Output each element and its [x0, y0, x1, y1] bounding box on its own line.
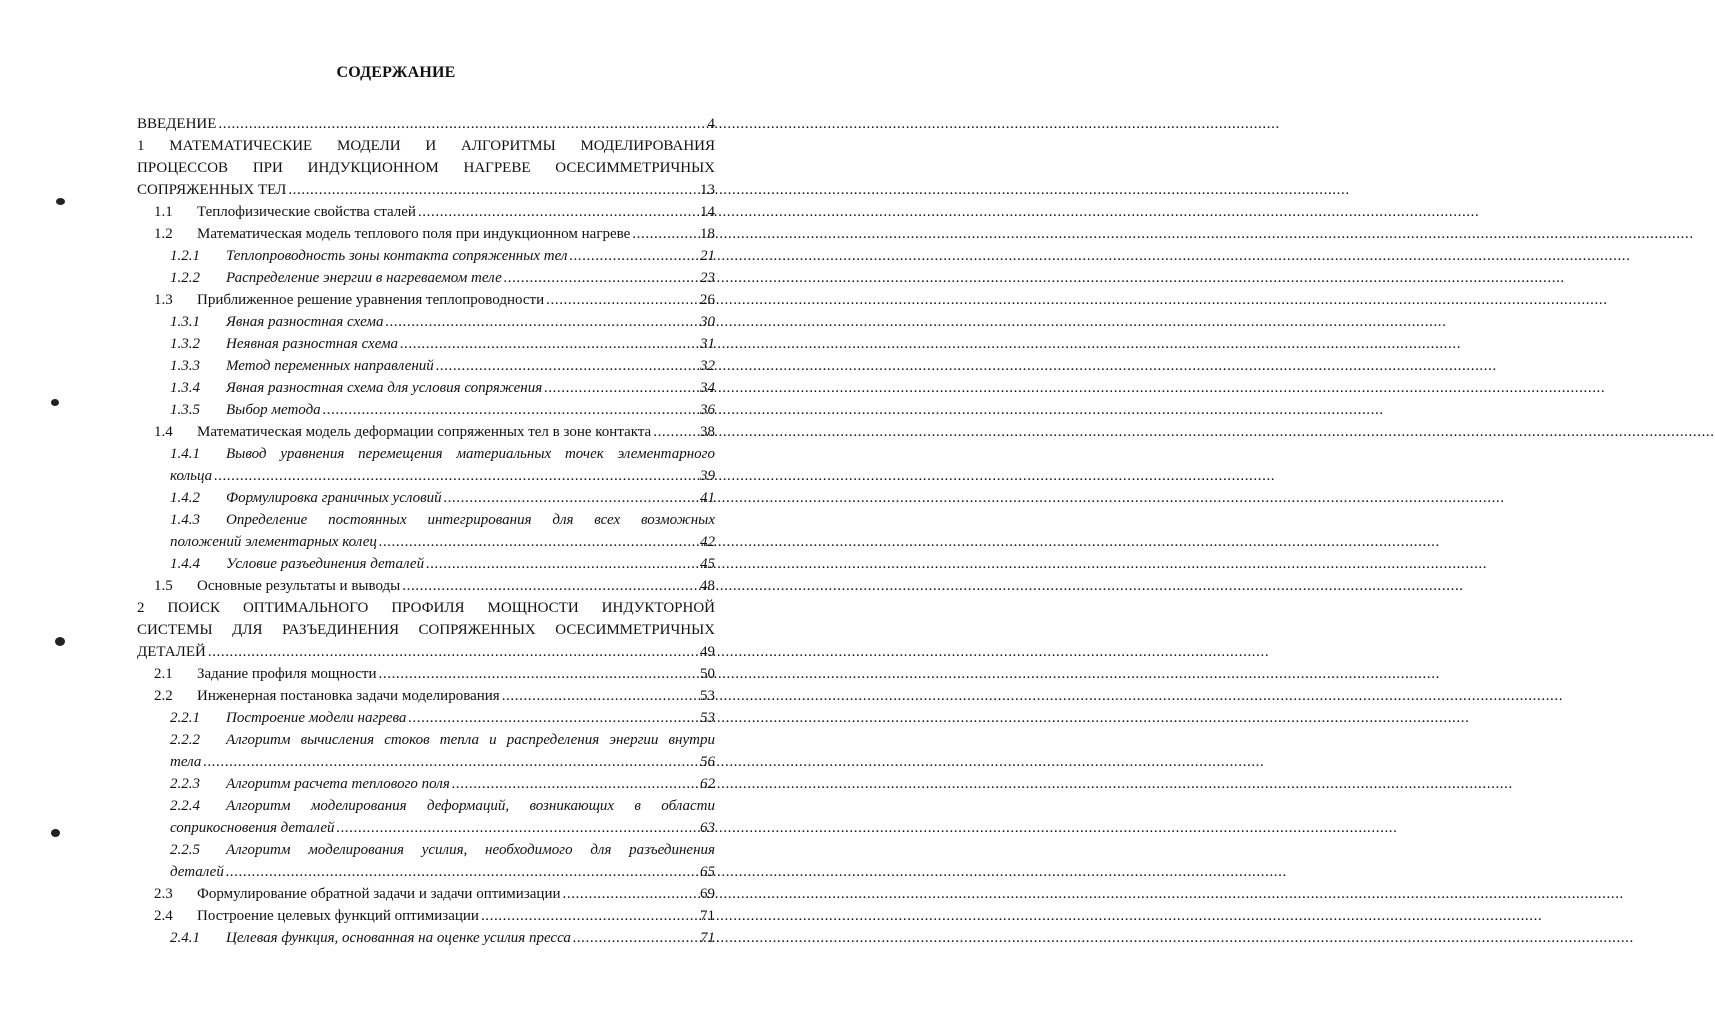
- toc-leader-dots: [444, 487, 698, 509]
- toc-leader-dots: [226, 861, 698, 883]
- toc-page-number: 36: [700, 402, 715, 418]
- toc-entry-text: Математическая модель деформации сопряженных тел в зоне контакта: [197, 424, 652, 440]
- toc-page-number: 56: [700, 754, 715, 770]
- toc-section-number: 2.2.2: [170, 732, 200, 748]
- toc-entry-2-2-4-line-1[interactable]: [137, 795, 715, 817]
- toc-chapter-2-line-3[interactable]: [137, 641, 715, 663]
- toc-leader-dots: [653, 421, 698, 443]
- toc-leader-dots: [385, 311, 698, 333]
- toc-section-number: 1.1: [154, 204, 173, 220]
- toc-leader-dots: [546, 289, 698, 311]
- toc-entry-text: Алгоритм вычисления стоков тепла и распределения энергии внутри: [226, 732, 715, 748]
- toc-entry-2-2-3[interactable]: [137, 773, 715, 795]
- toc-chapter-2-line-1[interactable]: 2 ПОИСК ОПТИМАЛЬНОГО ПРОФИЛЯ МОЩНОСТИ ИНДУКТОРНОЙ: [137, 600, 715, 616]
- toc-section-number: 1.4.2: [170, 490, 200, 506]
- toc-page-number: 4: [707, 116, 715, 132]
- toc-section-number: 2.4.1: [170, 930, 200, 946]
- toc-section-number: 1.2.2: [170, 270, 200, 286]
- toc-entry-text: Приближенное решение уравнения теплопроводности: [197, 292, 545, 308]
- table-of-contents: [137, 113, 715, 949]
- toc-page-number: 65: [700, 864, 715, 880]
- toc-entry-2-4-1[interactable]: [137, 927, 715, 949]
- toc-leader-dots: [323, 399, 698, 421]
- toc-section-number: 1.4.3: [170, 512, 200, 528]
- toc-entry-text: кольца: [170, 468, 213, 484]
- toc-page-number: 42: [700, 534, 715, 550]
- toc-entry-1-3-2[interactable]: [137, 333, 715, 355]
- toc-leader-dots: [408, 707, 698, 729]
- toc-page-number: 53: [700, 688, 715, 704]
- toc-chapter-1-line-1[interactable]: 1 МАТЕМАТИЧЕСКИЕ МОДЕЛИ И АЛГОРИТМЫ МОДЕЛИРОВАНИЯ: [137, 138, 715, 154]
- toc-entry-text: Вывод уравнения перемещения материальных точек элементарного: [226, 446, 715, 462]
- toc-page-number: 30: [700, 314, 715, 330]
- toc-entry-text: ВВЕДЕНИЕ: [137, 116, 217, 132]
- toc-page-number: 39: [700, 468, 715, 484]
- toc-entry-text: Условие разъединения деталей: [226, 556, 425, 572]
- toc-section-number: 1.5: [154, 578, 173, 594]
- toc-leader-dots: [426, 553, 698, 575]
- toc-chapter-1-line-2[interactable]: ПРОЦЕССОВ ПРИ ИНДУКЦИОННОМ НАГРЕВЕ ОСЕСИММЕТРИЧНЫХ: [137, 160, 715, 176]
- toc-entry-1-4-1-line-2[interactable]: [137, 465, 715, 487]
- toc-entry-2-2-2-line-1[interactable]: [137, 729, 715, 751]
- toc-page-number: 32: [700, 358, 715, 374]
- toc-entry-1-3-4[interactable]: [137, 377, 715, 399]
- toc-leader-dots: [400, 333, 698, 355]
- toc-entry-text: Метод переменных направлений: [226, 358, 434, 374]
- toc-leader-dots: [208, 641, 698, 663]
- toc-section-number: 2.4: [154, 908, 173, 924]
- toc-entry-text: Математическая модель теплового поля при индукционном нагреве: [197, 226, 631, 242]
- toc-entry-1-3-3[interactable]: [137, 355, 715, 377]
- toc-leader-dots: [288, 179, 698, 201]
- toc-leader-dots: [563, 883, 699, 905]
- toc-section-number: 1.3.5: [170, 402, 200, 418]
- toc-page-number: 41: [700, 490, 715, 506]
- toc-entry-text: Неявная разностная схема: [226, 336, 399, 352]
- toc-entry-1-3-1[interactable]: [137, 311, 715, 333]
- toc-leader-dots: [379, 663, 698, 685]
- toc-page-number: 71: [700, 908, 715, 924]
- toc-entry-text: Основные результаты и выводы: [197, 578, 401, 594]
- toc-entry-2-3[interactable]: [137, 883, 715, 905]
- toc-section-number: 2.2: [154, 688, 173, 704]
- toc-section-number: 1.3: [154, 292, 173, 308]
- toc-page-number: 71: [700, 930, 715, 946]
- toc-entry-text: Теплофизические свойства сталей: [197, 204, 416, 220]
- toc-section-number: 2.2.4: [170, 798, 200, 814]
- toc-entry-text: Алгоритм моделирования деформаций, возникающих в области: [226, 798, 715, 814]
- toc-entry-text: Явная разностная схема для условия сопряжения: [226, 380, 543, 396]
- toc-section-number: 1.4.4: [170, 556, 200, 572]
- toc-entry-2-2-5-line-1[interactable]: [137, 839, 715, 861]
- toc-entry-2-2-1[interactable]: [137, 707, 715, 729]
- page-title: СОДЕРЖАНИЕ: [336, 64, 456, 81]
- toc-entry-text: Определение постоянных интегрирования для всех возможных: [226, 512, 715, 528]
- toc-leader-dots: [379, 531, 698, 553]
- toc-leader-dots: [573, 927, 698, 949]
- toc-entry-text: Инженерная постановка задачи моделирования: [197, 688, 500, 704]
- toc-leader-dots: [214, 465, 698, 487]
- toc-section-number: 1.3.1: [170, 314, 200, 330]
- scan-speck: [51, 399, 59, 406]
- toc-entry-text: ДЕТАЛЕЙ: [137, 644, 206, 660]
- toc-entry-text: Построение модели нагрева: [226, 710, 407, 726]
- toc-entry-1-4[interactable]: [137, 421, 715, 443]
- toc-section-number: 2.1: [154, 666, 173, 682]
- toc-entry-1-3[interactable]: [137, 289, 715, 311]
- toc-page-number: 49: [700, 644, 715, 660]
- toc-entry-text: Распределение энергии в нагреваемом теле: [226, 270, 502, 286]
- toc-entry-1-4-3-line-2[interactable]: [137, 531, 715, 553]
- toc-section-number: 1.3.2: [170, 336, 200, 352]
- toc-entry-text: Формулировка граничных условий: [226, 490, 442, 506]
- toc-entry-2-4[interactable]: [137, 905, 715, 927]
- toc-entry-1-2[interactable]: [137, 223, 715, 245]
- toc-entry-1-4-2[interactable]: [137, 487, 715, 509]
- toc-page-number: 14: [700, 204, 715, 220]
- toc-page-number: 45: [700, 556, 715, 572]
- toc-section-number: 1.3.3: [170, 358, 200, 374]
- toc-entry-2-1[interactable]: [137, 663, 715, 685]
- toc-page-number: 53: [700, 710, 715, 726]
- toc-leader-dots: [452, 773, 698, 795]
- toc-page-number: 34: [700, 380, 715, 396]
- document-page: [0, 0, 792, 1024]
- toc-page-number: 62: [700, 776, 715, 792]
- toc-entry-2-2-4-line-2[interactable]: [137, 817, 715, 839]
- toc-leader-dots: [203, 751, 698, 773]
- toc-entry-1-4-4[interactable]: [137, 553, 715, 575]
- toc-chapter-1-line-3[interactable]: [137, 179, 715, 201]
- scan-speck: [55, 637, 65, 646]
- toc-leader-dots: [569, 245, 698, 267]
- toc-section-number: 2.3: [154, 886, 173, 902]
- toc-entry-text: Алгоритм моделирования усилия, необходимого для разъединения: [226, 842, 715, 858]
- scan-speck: [51, 829, 60, 837]
- toc-entry-2-2-2-line-2[interactable]: [137, 751, 715, 773]
- toc-page-number: 38: [700, 424, 715, 440]
- toc-section-number: 1.2.1: [170, 248, 200, 264]
- toc-section-number: 1.4: [154, 424, 173, 440]
- toc-entry-2-2-5-line-2[interactable]: [137, 861, 715, 883]
- toc-entry-text: Выбор метода: [226, 402, 321, 418]
- toc-page-number: 18: [700, 226, 715, 242]
- toc-entry-1-5[interactable]: [137, 575, 715, 597]
- toc-page-number: 48: [700, 578, 715, 594]
- toc-leader-dots: [436, 355, 698, 377]
- toc-entry-2-2[interactable]: [137, 685, 715, 707]
- toc-page-number: 21: [700, 248, 715, 264]
- toc-section-number: 1.4.1: [170, 446, 200, 462]
- toc-entry-1-2-2[interactable]: [137, 267, 715, 289]
- toc-section-number: 1.3.4: [170, 380, 200, 396]
- toc-leader-dots: [504, 267, 698, 289]
- toc-page-number: 63: [700, 820, 715, 836]
- toc-page-number: 13: [700, 182, 715, 198]
- toc-entry-text: Алгоритм расчета теплового поля: [226, 776, 450, 792]
- toc-section-number: 2.2.3: [170, 776, 200, 792]
- toc-entry-text: Теплопроводность зоны контакта сопряженных тел: [226, 248, 568, 264]
- toc-section-number: 2.2.1: [170, 710, 200, 726]
- toc-entry-text: Явная разностная схема: [226, 314, 384, 330]
- scan-speck: [56, 198, 65, 205]
- toc-page-number: 23: [700, 270, 715, 286]
- toc-entry-text: соприкосновения деталей: [170, 820, 335, 836]
- toc-page-number: 69: [700, 886, 715, 902]
- toc-entry-1-3-5[interactable]: [137, 399, 715, 421]
- toc-entry-text: СОПРЯЖЕННЫХ ТЕЛ: [137, 182, 287, 198]
- toc-entry-1-2-1[interactable]: [137, 245, 715, 267]
- toc-chapter-2-line-2[interactable]: СИСТЕМЫ ДЛЯ РАЗЪЕДИНЕНИЯ СОПРЯЖЕННЫХ ОСЕСИММЕТРИЧНЫХ: [137, 622, 715, 638]
- toc-entry-text: положений элементарных колец: [170, 534, 377, 550]
- toc-entry-text: Задание профиля мощности: [197, 666, 377, 682]
- toc-leader-dots: [418, 201, 698, 223]
- toc-page-number: 50: [700, 666, 715, 682]
- toc-entry-1-4-1-line-1[interactable]: [137, 443, 715, 465]
- toc-entry-text: деталей: [170, 864, 224, 880]
- toc-entry-intro[interactable]: [137, 113, 715, 135]
- toc-entry-text: тела: [170, 754, 202, 770]
- toc-leader-dots: [218, 113, 705, 135]
- toc-section-number: 2.2.5: [170, 842, 200, 858]
- toc-entry-text: Формулирование обратной задачи и задачи оптимизации: [197, 886, 561, 902]
- toc-entry-1-1[interactable]: [137, 201, 715, 223]
- toc-leader-dots: [481, 905, 698, 927]
- toc-section-number: 1.2: [154, 226, 173, 242]
- toc-leader-dots: [336, 817, 698, 839]
- toc-entry-1-4-3-line-1[interactable]: [137, 509, 715, 531]
- toc-leader-dots: [402, 575, 698, 597]
- toc-leader-dots: [502, 685, 698, 707]
- toc-page-number: 31: [700, 336, 715, 352]
- toc-leader-dots: [544, 377, 698, 399]
- toc-leader-dots: [632, 223, 698, 245]
- toc-page-number: 26: [700, 292, 715, 308]
- toc-entry-text: Построение целевых функций оптимизации: [197, 908, 479, 924]
- toc-entry-text: Целевая функция, основанная на оценке усилия пресса: [226, 930, 571, 946]
